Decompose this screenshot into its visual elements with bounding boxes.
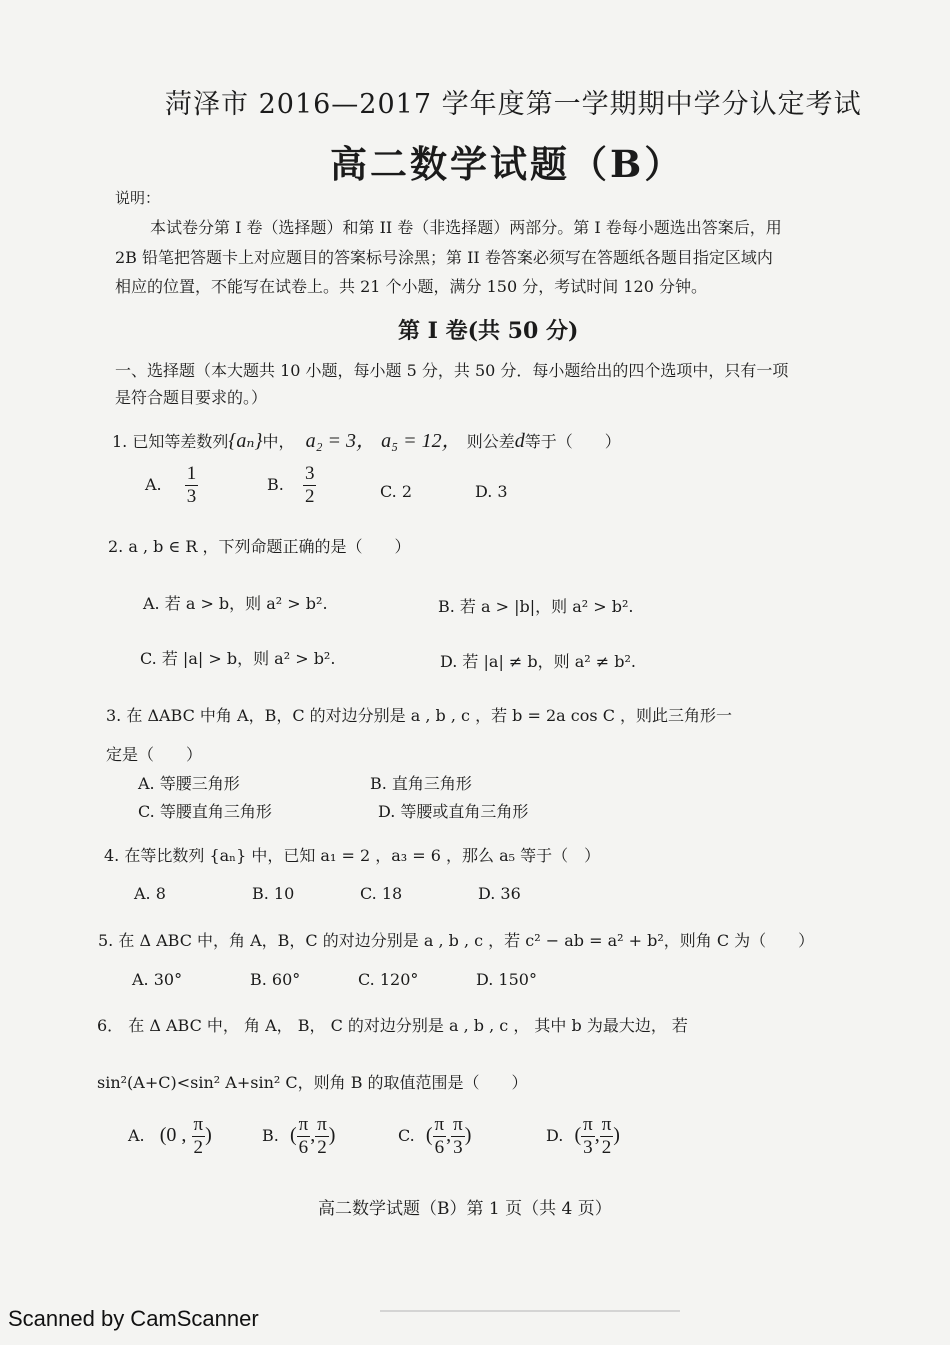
question-1-option-d: D. 3	[475, 482, 508, 501]
scan-shadow-rule	[380, 1310, 680, 1312]
question-5-option-c: C. 120°	[358, 970, 419, 989]
question-2-option-b: B. 若 a > |b|，则 a² > b².	[438, 597, 634, 616]
question-5-option-b: B. 60°	[250, 970, 301, 989]
section-intro-line-2: 是符合题目要求的。）	[115, 388, 268, 407]
question-1-option-c: C. 2	[380, 482, 413, 501]
question-2-option-d: D. 若 |a| ≠ b，则 a² ≠ b².	[440, 652, 637, 671]
notes-line-2: 2B 铅笔把答题卡上对应题目的答案标号涂黑；第 II 卷答案必须写在答题纸各题目指定区域内	[115, 248, 773, 267]
notes-line-1: 本试卷分第 I 卷（选择题）和第 II 卷（非选择题）两部分。第 I 卷每小题选出答案后，用	[150, 218, 782, 237]
question-6-option-a: A. (0 , $\frac{\pi}{2}$ )	[128, 1114, 212, 1158]
question-6-option-c: C. ( $\frac{\pi}{6}$ , $\frac{\pi}{3}$ )	[398, 1114, 472, 1158]
question-3-stem-line-2: 定是（ ）	[106, 745, 203, 764]
question-5-option-d: D. 150°	[476, 970, 537, 989]
question-6-stem-line-2: sin²(A+C)<sin² A+sin² C，则角 B 的取值范围是（ ）	[97, 1073, 528, 1092]
question-2-option-c: C. 若 |a| > b，则 a² > b².	[140, 649, 336, 668]
fraction: $\frac{\pi}{6}$	[434, 1114, 445, 1158]
notes-label: 说明：	[115, 189, 161, 207]
question-4-option-d: D. 36	[478, 884, 521, 903]
question-4-stem: 4. 在等比数列 {aₙ} 中，已知 a₁ = 2 ，a₃ = 6 ，那么 a₅ 等于（ ）	[104, 846, 601, 865]
page-footer: 高二数学试题（B）第 1 页（共 4 页）	[318, 1199, 612, 1219]
fraction: $\frac{\pi}{3}$	[583, 1114, 593, 1158]
question-1-stem: 1. 已知等差数列{aₙ}中， a₂ = 3， a₅ = 12， 则公差d等于（ ）	[112, 430, 621, 452]
fraction: $\frac{\pi}{3}$	[453, 1114, 463, 1158]
question-2-option-a: A. 若 a > b，则 a² > b².	[143, 594, 328, 613]
question-3-option-c: C. 等腰直角三角形	[138, 802, 272, 821]
fraction: $\frac{\pi}{2}$	[193, 1114, 204, 1158]
question-3-option-d: D. 等腰或直角三角形	[378, 802, 529, 821]
question-6-option-b: B. ( $\frac{\pi}{6}$ , $\frac{\pi}{2}$ )	[262, 1114, 336, 1158]
section-title: 第 I 卷(共 50 分)	[398, 318, 579, 344]
question-3-option-b: B. 直角三角形	[370, 774, 472, 793]
fraction: $\frac{\pi}{6}$	[298, 1114, 309, 1158]
question-2-stem: 2. a , b ∈ R ，下列命题正确的是（ ）	[108, 537, 411, 556]
fraction: $\frac{1}{3}$	[186, 463, 197, 507]
question-5-stem: 5. 在 Δ ABC 中，角 A，B，C 的对边分别是 a , b , c ，若 c² − ab = a² + b²，则角 C 为（ ）	[98, 931, 815, 950]
question-4-option-b: B. 10	[252, 884, 295, 903]
exam-header: 菏泽市 2016—2017 学年度第一学期期中学分认定考试	[165, 89, 862, 120]
question-5-option-a: A. 30°	[132, 970, 183, 989]
question-4-option-a: A. 8	[134, 884, 166, 903]
question-4-option-c: C. 18	[360, 884, 403, 903]
question-1-option-a: A. $\frac{1}{3}$	[145, 463, 197, 507]
question-6-stem-line-1: 6． 在 Δ ABC 中， 角 A， B， C 的对边分别是 a , b , c ， 其中 b 为最大边， 若	[97, 1016, 688, 1035]
fraction: $\frac{\pi}{2}$	[317, 1114, 327, 1158]
scanner-watermark: Scanned by CamScanner	[8, 1306, 259, 1331]
question-6-option-d: D. ( $\frac{\pi}{3}$ , $\frac{\pi}{2}$ )	[546, 1114, 620, 1158]
question-number: 1.	[112, 432, 128, 451]
section-intro-line-1: 一、选择题（本大题共 10 小题，每小题 5 分，共 50 分．每小题给出的四个选项中，只有一项	[115, 361, 789, 380]
fraction: $\frac{3}{2}$	[304, 463, 315, 507]
page-title: 高二数学试题（B）	[330, 142, 685, 186]
question-3-option-a: A. 等腰三角形	[138, 774, 240, 793]
question-3-stem-line-1: 3. 在 ΔABC 中角 A，B，C 的对边分别是 a , b , c ，若 b = 2a cos C ，则此三角形一	[106, 706, 733, 725]
question-1-option-b: B. $\frac{3}{2}$	[267, 463, 315, 507]
fraction: $\frac{\pi}{2}$	[601, 1114, 612, 1158]
notes-line-3: 相应的位置，不能写在试卷上。共 21 个小题，满分 150 分，考试时间 120 分钟。	[115, 277, 707, 296]
